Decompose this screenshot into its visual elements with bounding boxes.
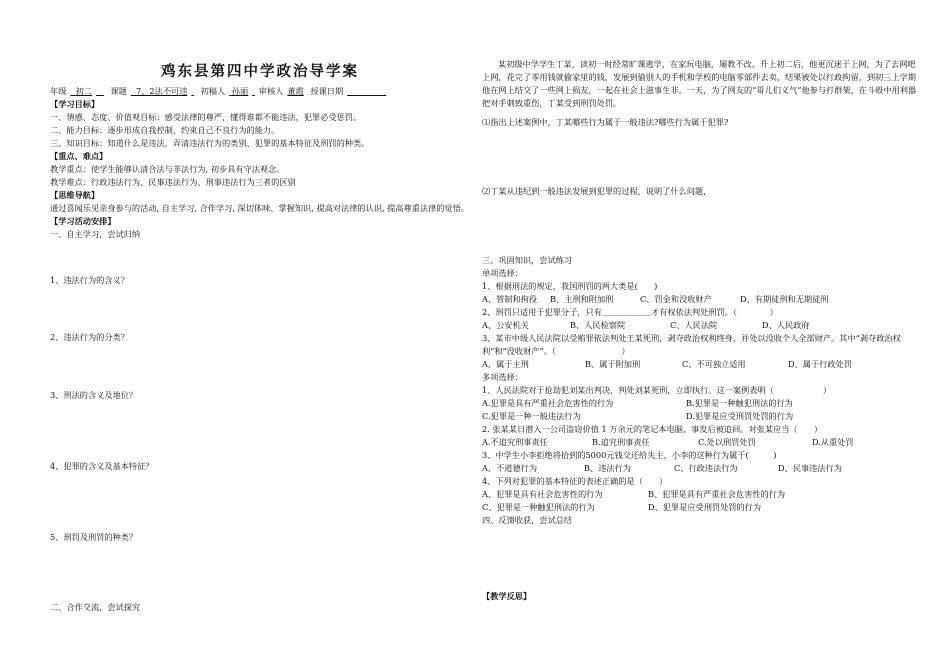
question-item: 3、刑法的含义及地位？: [50, 390, 138, 400]
option: D、犯罪是应受刑罚处罚的行为: [648, 502, 762, 512]
option: C、人民法院: [670, 320, 718, 330]
question-text: 4、下列对犯罪的基本特征的表述正确的是（ ）: [482, 476, 668, 486]
option-row: [482, 319, 922, 332]
question-text: 1、人民法院对于抢劫犯刘某出判决，判处刘某死刑，立即执行。这一案例表明（ ）: [482, 385, 832, 395]
option: A、犯罪是具有社会危害性的行为: [482, 489, 603, 499]
option: B.犯罪是一种触犯刑法的行为: [686, 398, 793, 408]
option-row: [482, 488, 922, 501]
question-text: 1、根据刑法的规定，我国刑罚的两大类是( ): [482, 281, 658, 291]
multi-choice-heading: 多项选择：: [482, 372, 523, 382]
topic-value: 7、2法不可违: [136, 86, 188, 96]
exercise-block: [482, 254, 922, 527]
question-text: 2、刑罚只适用于犯罪分子，只有＿＿＿＿＿＿才有权依法判处刑罚。（ ）: [482, 307, 778, 317]
case-text: 某初级中学学生丁某，读初一时经常旷课逃学，在家玩电脑，屡教不改。升上初二后，他更沉迷于上网，为了去网吧上网，花完了零用钱就偷家里的钱，发展到偷别人的手机和学校的电脑零部件去卖，结果被处以行政拘留。到初三上学期他在网上结交了一些网上损友，一起在社会上滋事生非。一天，为了网友的“哥儿们义气”他参与打群架，在斗殴中用利器把对手刺致重伤，丁某受到刑罚处罚。: [482, 59, 917, 108]
key-point: 教学重点：使学生能够认清合法与非法行为, 初步具有守法观念。: [50, 164, 285, 174]
key-heading: 【重点、难点】: [50, 151, 108, 161]
topic-label: 课题: [110, 86, 127, 96]
question-item: 1、违法行为的含义？: [50, 275, 129, 285]
author-label: 初稿人: [200, 86, 226, 96]
option: D、民事违法行为: [778, 463, 842, 473]
meta-line: [50, 85, 470, 98]
option: D.犯罪是应受刑罚处罚的行为: [686, 411, 794, 421]
option: C、行政违法行为: [674, 463, 738, 473]
question-text: 2. 张某某日潜入一公司盗窃价值 1 万余元的笔记本电脑，事发后被追回。对张某应当（ ）: [482, 424, 823, 434]
option: C.处以刑罚处罚: [698, 437, 756, 447]
option: D、有期徒刑和无期徒刑: [740, 294, 829, 304]
nav-heading: 【思维导航】: [50, 190, 100, 200]
option: C、罚金和没收财产: [640, 294, 712, 304]
option: A、属于主刑: [482, 359, 529, 369]
question-item: 2、违法行为的分类？: [50, 332, 129, 342]
question-item: 4、犯罪的含义及基本特征？: [50, 461, 154, 471]
option-row: [482, 358, 922, 371]
option: A、不道德行为: [482, 463, 538, 473]
single-choice-heading: 单项选择：: [482, 268, 523, 278]
option-row: [482, 462, 922, 475]
date-label: 授课日期: [310, 86, 344, 96]
option: B、主刑和附加刑: [550, 294, 614, 304]
option: B、犯罪是具有严重社会危害性的行为: [648, 489, 786, 499]
section-heading: 三、巩固知识，尝试练习: [482, 255, 573, 265]
option: D、人民政府: [762, 320, 810, 330]
reviewer-value: 董霞: [287, 86, 304, 96]
nav-text: 通过喜闻乐见亲身参与的活动, 自主学习, 合作学习, 深切体味、掌握知识, 提高对法律的认识, 提高尊重法律的觉悟。: [50, 203, 470, 213]
grade-value: 初二: [75, 86, 92, 96]
option-row: [482, 293, 922, 306]
option: A、公安机关: [482, 320, 529, 330]
option: B、违法行为: [584, 463, 631, 473]
section-heading: 一、自主学习，尝试归纳: [50, 229, 141, 239]
section-heading: 二、合作交流，尝试探究: [50, 602, 141, 612]
reflection-heading: 【教学反思】: [482, 591, 532, 601]
activity-heading: 【学习活动安排】: [50, 216, 116, 226]
grade-label: 年级: [50, 86, 67, 96]
section-heading: 四、反馈收获，尝试总结: [482, 515, 573, 525]
option-row: [482, 436, 922, 449]
question-text: 3、某市中级人民法院以受贿罪依法判处王某死刑，剥夺政治权利终身，并处以没收个人全部财产。其中“剥夺政治权利”和“没收财产”。（ ）: [482, 333, 901, 356]
option: C、犯罪是一种触犯刑法的行为: [482, 502, 595, 512]
reviewer-label: 审核人: [258, 86, 284, 96]
option: C、不可独立适用: [682, 359, 746, 369]
page-title: 鸡东县第四中学政治导学案: [161, 63, 359, 80]
key-point: 教学难点：行政违法行为、民事违法行为、刑事违法行为三者的区别: [50, 177, 296, 187]
option: A.犯罪是具有严重社会危害性的行为: [482, 398, 614, 408]
option: B、属于附加刑: [585, 359, 641, 369]
option: A、管制和拘役: [482, 294, 538, 304]
option: D.从重处罚: [812, 437, 854, 447]
date-blank: [347, 86, 386, 96]
goal-item: 二、能力目标：逐步形成自我控制、约束自己不良行为的能力。: [50, 125, 280, 135]
option-row: [482, 410, 922, 423]
option: B、人民检察院: [570, 320, 626, 330]
question-item: 5、刑罚及刑罚的种类？: [50, 532, 138, 542]
option: A.不追究刑事责任: [482, 437, 548, 447]
case-question: ⑵丁某从违纪到一般违法发展到犯罪的过程，说明了什么问题，: [482, 186, 712, 196]
left-column: [50, 60, 470, 241]
goal-item: 一、情感、态度、价值观目标：感受法律的尊严，懂得谁都不能违法，犯罪必受惩罚。: [50, 112, 362, 122]
question-text: 3、中学生小李拒绝将拾到的5000元钱交还给失主，小李的这种行为属于( ): [482, 450, 777, 460]
option-row: [482, 501, 922, 514]
author-value: 孙丽: [231, 86, 249, 96]
option: D、属于行政处罚: [788, 359, 852, 369]
option: B.追究刑事责任: [592, 437, 650, 447]
option-row: [482, 397, 922, 410]
case-question: ⑴指出上述案例中，丁某哪些行为属于一般违法?哪些行为属于犯罪?: [482, 117, 729, 127]
goal-item: 三、知识目标：知道什么是违法，弄清违法行为的类别、犯罪的基本特征及刑罚的种类。: [50, 138, 370, 148]
option: C.犯罪是一种一般违法行为: [482, 411, 581, 421]
goals-heading: 【学习目标】: [50, 99, 100, 109]
